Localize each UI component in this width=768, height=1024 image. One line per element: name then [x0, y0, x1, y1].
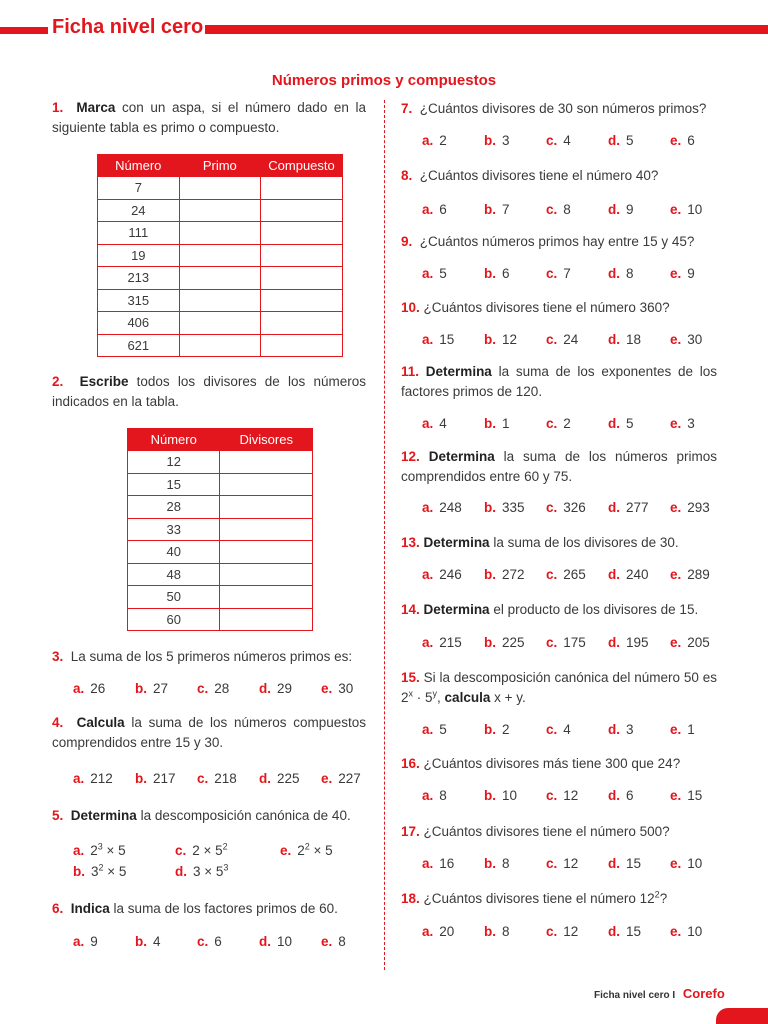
section-title: Números primos y compuestos — [271, 72, 497, 89]
option-a[interactable]: a. 9 — [73, 934, 98, 949]
question-2: 2. Escribe todos los divisores de los números indicados en la tabla. — [52, 374, 366, 409]
answer-cell[interactable] — [261, 289, 343, 312]
option-b[interactable]: b. 8 — [484, 856, 510, 871]
option-e[interactable]: e. 289 — [670, 567, 710, 582]
footer — [594, 986, 725, 1001]
question-9-options — [422, 264, 722, 284]
option-d[interactable]: d. 195 — [608, 635, 649, 650]
answer-cell[interactable] — [179, 334, 260, 357]
number-cell: 48 — [128, 563, 220, 586]
option-e[interactable]: e. 1 — [670, 722, 695, 737]
question-6-options — [73, 932, 373, 952]
col-header: Primo — [179, 155, 260, 177]
option-e[interactable]: e. 10 — [670, 924, 703, 939]
option-c[interactable]: c. 8 — [546, 202, 571, 217]
footer-label: Ficha nivel cero I — [594, 990, 676, 1001]
prime-composite-table — [97, 154, 343, 357]
question-8: 8. ¿Cuántos divisores tiene el número 40? — [401, 168, 659, 183]
option-d[interactable]: d. 6 — [608, 788, 634, 803]
option-b[interactable]: b. 3 — [484, 133, 510, 148]
option-b[interactable]: b. 335 — [484, 500, 525, 515]
col-header: Divisores — [220, 429, 313, 451]
col-header: Número — [98, 155, 180, 177]
number-cell: 28 — [128, 496, 220, 519]
column-divider — [384, 100, 385, 970]
option-e[interactable]: e. 30 — [670, 332, 703, 347]
option-c[interactable]: c. 12 — [546, 856, 579, 871]
option-a[interactable]: a. 16 — [422, 856, 455, 871]
answer-cell[interactable] — [261, 177, 343, 200]
answer-cell[interactable] — [220, 496, 313, 519]
question-13-options — [422, 565, 722, 585]
answer-cell[interactable] — [261, 244, 343, 267]
question-9: 9. ¿Cuántos números primos hay entre 15 y 45? — [401, 234, 695, 249]
question-8-options — [422, 200, 722, 220]
option-a[interactable]: a. 248 — [422, 500, 462, 515]
answer-cell[interactable] — [261, 334, 343, 357]
question-3-options — [73, 679, 373, 699]
question-13: 13. Determina la suma de los divisores de 30. — [401, 535, 679, 550]
header-bar-right — [205, 25, 768, 34]
number-cell: 15 — [128, 473, 220, 496]
question-4: 4. Calcula la suma de los números compuestos comprendidos entre 15 y 30. — [52, 715, 366, 750]
option-d[interactable]: d. 3 — [608, 722, 634, 737]
option-d[interactable]: d. 225 — [259, 771, 300, 786]
option-c[interactable]: c. 4 — [546, 133, 571, 148]
question-18: 18. ¿Cuántos divisores tiene el número $12^2$? — [401, 889, 668, 906]
option-e[interactable]: e. 293 — [670, 500, 710, 515]
table-row — [128, 473, 313, 496]
option-b[interactable]: b. 27 — [135, 681, 169, 696]
answer-cell[interactable] — [179, 267, 260, 290]
option-c[interactable]: c. 28 — [197, 681, 230, 696]
option-a[interactable]: a. 15 — [422, 332, 455, 347]
question-3: 3. La suma de los 5 primeros números primos es: — [52, 649, 353, 664]
answer-cell[interactable] — [220, 473, 313, 496]
answer-cell[interactable] — [220, 451, 313, 474]
option-d[interactable]: d. 10 — [259, 934, 293, 949]
option-d[interactable]: d. 15 — [608, 856, 642, 871]
table-row — [128, 608, 313, 631]
header-bar-left — [0, 27, 48, 34]
option-a[interactable]: a. 246 — [422, 567, 462, 582]
question-16: 16. ¿Cuántos divisores más tiene 300 que 24? — [401, 756, 681, 771]
question-5: 5. Determina la descomposición canónica de 40. — [52, 808, 351, 823]
option-c[interactable]: c. $2 \times 5^2$ — [175, 841, 228, 858]
number-cell: 315 — [98, 289, 180, 312]
table-row — [98, 177, 343, 200]
option-d[interactable]: d. 15 — [608, 924, 642, 939]
question-15: 15. Si la descomposición canónica del número 50 es $2^x \cdot 5^y$, calcula x + y. — [401, 670, 717, 705]
table-row — [98, 334, 343, 357]
option-d[interactable]: d. 5 — [608, 416, 634, 431]
question-14: 14. Determina el producto de los divisores de 15. — [401, 602, 699, 617]
question-15-options — [422, 720, 722, 740]
option-a[interactable]: a. 8 — [422, 788, 447, 803]
option-c[interactable]: c. 326 — [546, 500, 586, 515]
option-b[interactable]: b. 2 — [484, 722, 510, 737]
col-header: Compuesto — [261, 155, 343, 177]
option-a[interactable]: a. 212 — [73, 771, 113, 786]
question-1: 1. Marca con un aspa, si el número dado en la siguiente tabla es primo o compuesto. — [52, 100, 366, 135]
question-6: 6. Indica la suma de los factores primos de 60. — [52, 901, 338, 916]
option-c[interactable]: c. 24 — [546, 332, 579, 347]
table-row — [128, 563, 313, 586]
option-d[interactable]: d. 240 — [608, 567, 649, 582]
option-a[interactable]: a. 5 — [422, 266, 447, 281]
question-7-options — [422, 131, 722, 151]
footer-tab — [716, 1008, 768, 1024]
option-a[interactable]: a. 4 — [422, 416, 447, 431]
number-cell: 60 — [128, 608, 220, 631]
option-d[interactable]: d. 9 — [608, 202, 634, 217]
option-a[interactable]: a. 2 — [422, 133, 447, 148]
table-row — [128, 541, 313, 564]
question-12-options — [422, 498, 722, 518]
number-cell: 621 — [98, 334, 180, 357]
number-cell: 7 — [98, 177, 180, 200]
answer-cell[interactable] — [261, 312, 343, 335]
answer-cell[interactable] — [220, 608, 313, 631]
option-b[interactable]: b. $3^2 \times 5$ — [73, 862, 127, 879]
answer-cell[interactable] — [261, 267, 343, 290]
option-c[interactable]: c. 4 — [546, 722, 571, 737]
question-14-options — [422, 633, 722, 653]
option-e[interactable]: e. 9 — [670, 266, 695, 281]
option-e[interactable]: e. 6 — [670, 133, 695, 148]
number-cell: 213 — [98, 267, 180, 290]
table-row — [128, 451, 313, 474]
answer-cell[interactable] — [179, 244, 260, 267]
answer-cell[interactable] — [179, 289, 260, 312]
option-b[interactable]: b. 8 — [484, 924, 510, 939]
table-row — [128, 496, 313, 519]
question-10-options — [422, 330, 722, 350]
answer-cell[interactable] — [179, 177, 260, 200]
answer-cell[interactable] — [179, 312, 260, 335]
option-d[interactable]: d. 5 — [608, 133, 634, 148]
option-c[interactable]: c. 7 — [546, 266, 571, 281]
question-7: 7. ¿Cuántos divisores de 30 son números primos? — [401, 101, 707, 116]
option-d[interactable]: d. 29 — [259, 681, 293, 696]
question-10: 10. ¿Cuántos divisores tiene el número 360? — [401, 300, 670, 315]
answer-cell[interactable] — [220, 563, 313, 586]
number-cell: 406 — [98, 312, 180, 335]
question-18-options — [422, 922, 722, 942]
answer-cell[interactable] — [261, 222, 343, 245]
question-17-options — [422, 854, 722, 874]
table-row — [98, 222, 343, 245]
option-e[interactable]: e. 205 — [670, 635, 710, 650]
question-4-options — [73, 769, 373, 789]
number-cell: 19 — [98, 244, 180, 267]
option-b[interactable]: b. 10 — [484, 788, 518, 803]
option-b[interactable]: b. 217 — [135, 771, 176, 786]
option-b[interactable]: b. 4 — [135, 934, 161, 949]
number-cell: 33 — [128, 518, 220, 541]
option-a[interactable]: a. $2^3 \times 5$ — [73, 841, 126, 858]
option-b[interactable]: b. 12 — [484, 332, 518, 347]
table-row — [98, 199, 343, 222]
answer-cell[interactable] — [261, 199, 343, 222]
answer-cell[interactable] — [220, 518, 313, 541]
question-11-options — [422, 414, 722, 434]
question-12: 12. Determina la suma de los números primos comprendidos entre 60 y 75. — [401, 449, 717, 484]
question-16-options — [422, 786, 722, 806]
answer-cell[interactable] — [179, 199, 260, 222]
option-e[interactable]: e. 10 — [670, 856, 703, 871]
option-e[interactable]: e. 10 — [670, 202, 703, 217]
option-e[interactable]: e. 227 — [321, 771, 361, 786]
table-row — [98, 312, 343, 335]
option-c[interactable]: c. 12 — [546, 788, 579, 803]
option-d[interactable]: d. $3 \times 5^3$ — [175, 862, 229, 879]
option-b[interactable]: b. 225 — [484, 635, 525, 650]
number-cell: 111 — [98, 222, 180, 245]
option-a[interactable]: a. 215 — [422, 635, 462, 650]
page-title: Ficha nivel cero — [52, 16, 204, 38]
option-e[interactable]: e. 30 — [321, 681, 354, 696]
table-row — [98, 244, 343, 267]
option-a[interactable]: a. 6 — [422, 202, 447, 217]
number-cell: 40 — [128, 541, 220, 564]
option-e[interactable]: e. 3 — [670, 416, 695, 431]
option-e[interactable]: e. $2^2 \times 5$ — [280, 841, 333, 858]
option-d[interactable]: d. 277 — [608, 500, 649, 515]
table-row — [98, 267, 343, 290]
divisors-table — [127, 428, 313, 631]
col-header: Número — [128, 429, 220, 451]
option-a[interactable]: a. 5 — [422, 722, 447, 737]
option-b[interactable]: b. 7 — [484, 202, 510, 217]
table-row — [128, 586, 313, 609]
option-b[interactable]: b. 1 — [484, 416, 510, 431]
option-c[interactable]: c. 6 — [197, 934, 222, 949]
answer-cell[interactable] — [220, 586, 313, 609]
option-c[interactable]: c. 265 — [546, 567, 586, 582]
number-cell: 50 — [128, 586, 220, 609]
option-a[interactable]: a. 26 — [73, 681, 106, 696]
answer-cell[interactable] — [220, 541, 313, 564]
question-11: 11. Determina la suma de los exponentes de los factores primos de 120. — [401, 364, 717, 399]
option-d[interactable]: d. 18 — [608, 332, 642, 347]
option-c[interactable]: c. 218 — [197, 771, 237, 786]
option-c[interactable]: c. 12 — [546, 924, 579, 939]
answer-cell[interactable] — [179, 222, 260, 245]
option-c[interactable]: c. 175 — [546, 635, 586, 650]
number-cell: 12 — [128, 451, 220, 474]
option-b[interactable]: b. 6 — [484, 266, 510, 281]
option-e[interactable]: e. 15 — [670, 788, 703, 803]
table-row — [128, 518, 313, 541]
question-17: 17. ¿Cuántos divisores tiene el número 500? — [401, 824, 670, 839]
option-a[interactable]: a. 20 — [422, 924, 455, 939]
number-cell: 24 — [98, 199, 180, 222]
brand-logo: Corefo — [682, 986, 725, 1001]
option-d[interactable]: d. 8 — [608, 266, 634, 281]
option-b[interactable]: b. 272 — [484, 567, 525, 582]
option-e[interactable]: e. 8 — [321, 934, 346, 949]
table-row — [98, 289, 343, 312]
option-c[interactable]: c. 2 — [546, 416, 571, 431]
